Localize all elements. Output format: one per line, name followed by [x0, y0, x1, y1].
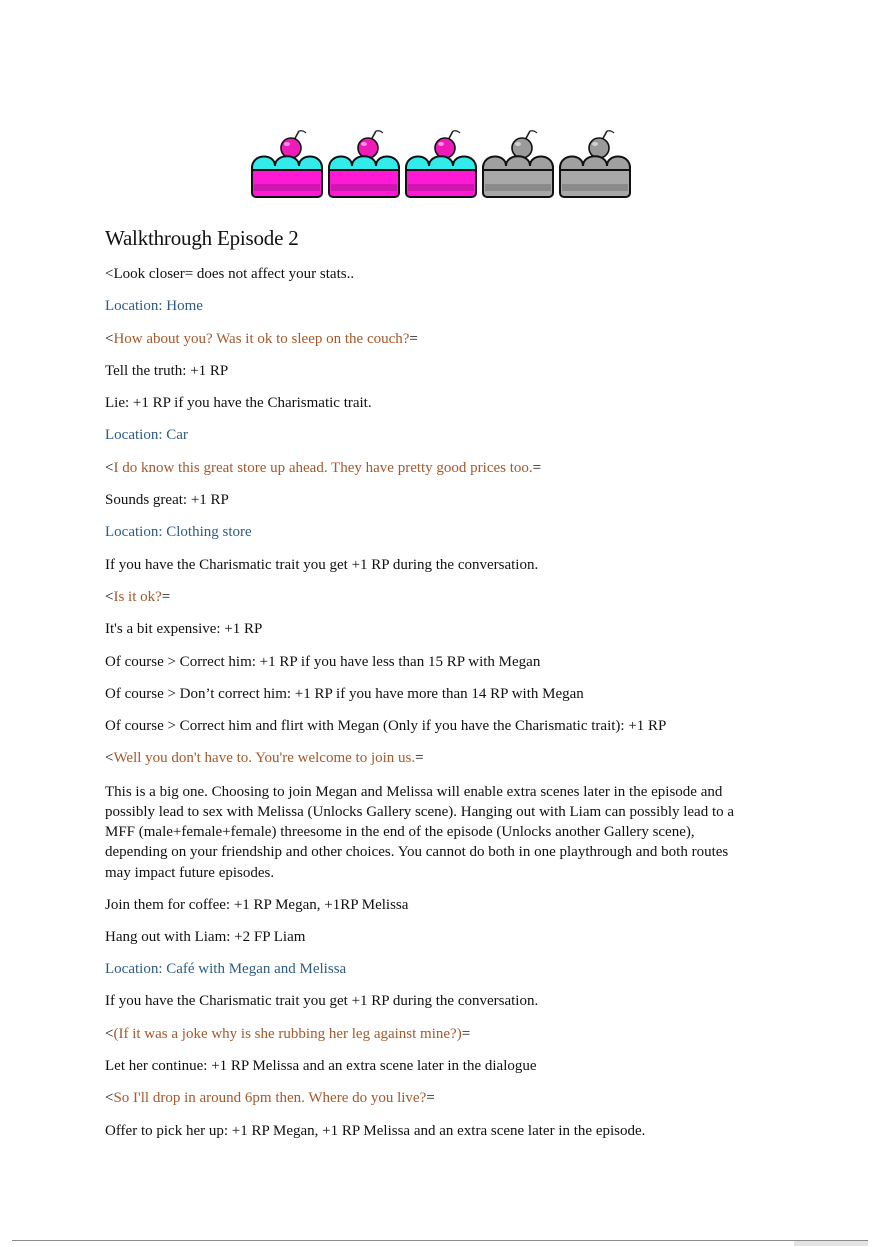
dialogue-prompt: <Well you don't have to. You're welcome to join us.=: [105, 750, 424, 767]
choice-text: Hang out with Liam: +2 FP Liam: [105, 928, 306, 945]
info-text: If you have the Charismatic trait you get +1 RP during the conversation.: [105, 993, 539, 1010]
dialogue-prompt: <(If it was a joke why is she rubbing her leg against mine?)=: [105, 1025, 471, 1042]
info-paragraph: This is a big one. Choosing to join Megan and Melissa will enable extra scenes later in the episode and possibly lead to sex with Melissa (Unlocks Gallery scene). Hanging out with Liam can possibly lead to a MFF (male+female+female) threesome in the end of the episode (Unlocks another Gallery scene), depending on your friendship and other choices. You cannot do both in one playthrough and both routes may impact future episodes.: [105, 783, 735, 881]
info-text: If you have the Charismatic trait you get +1 RP during the conversation.: [105, 556, 539, 573]
cupcake-filled-icon: [250, 128, 324, 200]
cupcake-filled-icon: [327, 128, 401, 200]
location-heading: Location: Clothing store: [105, 524, 252, 541]
choice-text: Of course > Correct him: +1 RP if you have less than 15 RP with Megan: [105, 653, 541, 670]
choice-text: Of course > Don’t correct him: +1 RP if you have more than 14 RP with Megan: [105, 685, 584, 702]
cupcake-empty-icon: [481, 128, 555, 200]
page-title: Walkthrough Episode 2: [105, 226, 299, 250]
choice-text: Lie: +1 RP if you have the Charismatic trait.: [105, 395, 372, 412]
footer-divider: [12, 1240, 868, 1241]
choice-text: Tell the truth: +1 RP: [105, 362, 229, 379]
choice-text: Sounds great: +1 RP: [105, 492, 229, 509]
dialogue-prompt: <I do know this great store up ahead. They have pretty good prices too.=: [105, 459, 542, 476]
location-heading: Location: Café with Megan and Melissa: [105, 961, 347, 978]
cupcake-filled-icon: [404, 128, 478, 200]
dialogue-prompt: <Is it ok?=: [105, 588, 171, 605]
cupcake-empty-icon: [558, 128, 632, 200]
choice-text: Offer to pick her up: +1 RP Megan, +1 RP Melissa and an extra scene later in the episode.: [105, 1122, 646, 1139]
choice-text: Of course > Correct him and flirt with Megan (Only if you have the Charismatic trait): +1 RP: [105, 718, 667, 735]
location-heading: Location: Car: [105, 427, 188, 444]
choice-text: Join them for coffee: +1 RP Megan, +1RP Melissa: [105, 896, 409, 913]
cupcake-rating: [250, 128, 632, 200]
page-footer-mark: [794, 1241, 868, 1246]
walkthrough-content: [105, 226, 745, 1154]
location-heading: Location: Home: [105, 298, 203, 315]
choice-text: Let her continue: +1 RP Melissa and an extra scene later in the dialogue: [105, 1058, 537, 1075]
dialogue-prompt: <How about you? Was it ok to sleep on the couch?=: [105, 330, 418, 347]
choice-text: It's a bit expensive: +1 RP: [105, 621, 263, 638]
note-text: <Look closer= does not affect your stats..: [105, 266, 355, 282]
dialogue-prompt: <So I'll drop in around 6pm then. Where do you live?=: [105, 1090, 435, 1107]
